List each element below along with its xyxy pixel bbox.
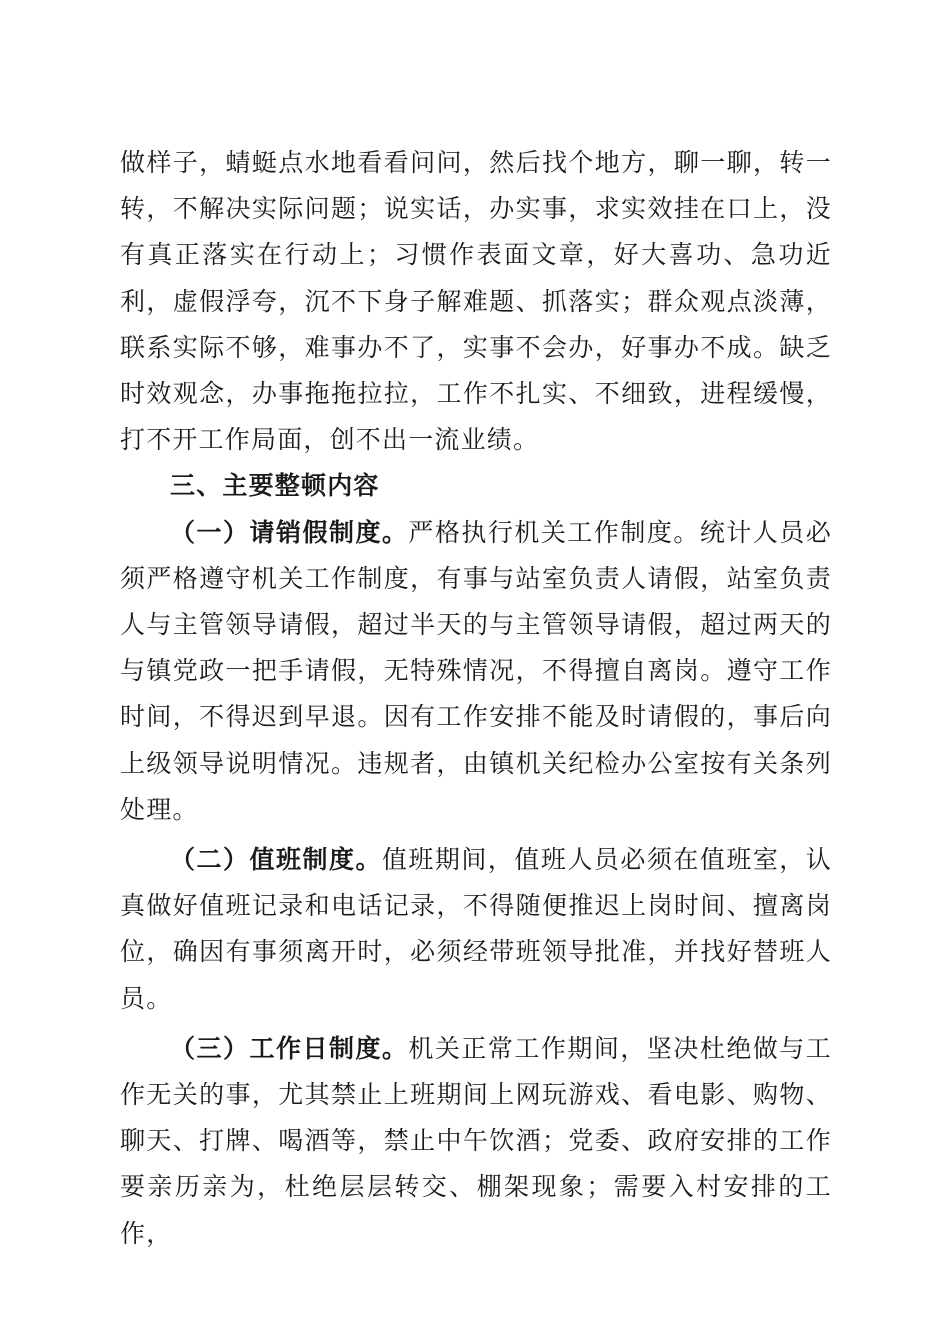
item-paragraph-1 [120,510,832,833]
item-title-2: （二）值班制度。 [170,845,382,875]
item-paragraph-3 [120,1026,832,1257]
document-page [120,140,832,1257]
item-title-3: （三）工作日制度。 [170,1033,409,1063]
intro-paragraph: 做样子，蜻蜓点水地看看问问，然后找个地方，聊一聊，转一转，不解决实际问题；说实话，办实事，求实效挂在口上，没有真正落实在行动上；习惯作表面文章，好大喜功、急功近利，虚假浮夸，沉不下身子解难题、抓落实；群众观点淡薄，联系实际不够，难事办不了，实事不会办，好事办不成。缺乏时效观念，办事拖拖拉拉，工作不扎实、不细致，进程缓慢，打不开工作局面，创不出一流业绩。 [120,148,832,455]
item-title-1: （一）请销假制度。 [170,517,409,547]
section-heading: 三、主要整顿内容 [170,471,380,501]
item-body-1: 严格执行机关工作制度。统计人员必须严格遵守机关工作制度，有事与站室负责人请假，站室负责人与主管领导请假，超过半天的与主管领导请假，超过两天的与镇党政一把手请假，无特殊情况，不得擅自离岗。遵守工作时间，不得迟到早退。因有工作安排不能及时请假的，事后向上级领导说明情况。违规者，由镇机关纪检办公室按有关条列处理。 [120,517,832,824]
item-body-2: 值班期间，值班人员必须在值班室，认真做好值班记录和电话记录，不得随便推迟上岗时间、擅离岗位，确因有事须离开时，必须经带班领导批准，并找好替班人员。 [120,845,832,1013]
item-body-3: 机关正常工作期间，坚决杜绝做与工作无关的事，尤其禁止上班期间上网玩游戏、看电影、购物、聊天、打牌、喝酒等，禁止中午饮酒；党委、政府安排的工作要亲历亲为，杜绝层层转交、棚架现象；需要入村安排的工作， [120,1033,832,1248]
item-paragraph-2 [120,837,832,1022]
